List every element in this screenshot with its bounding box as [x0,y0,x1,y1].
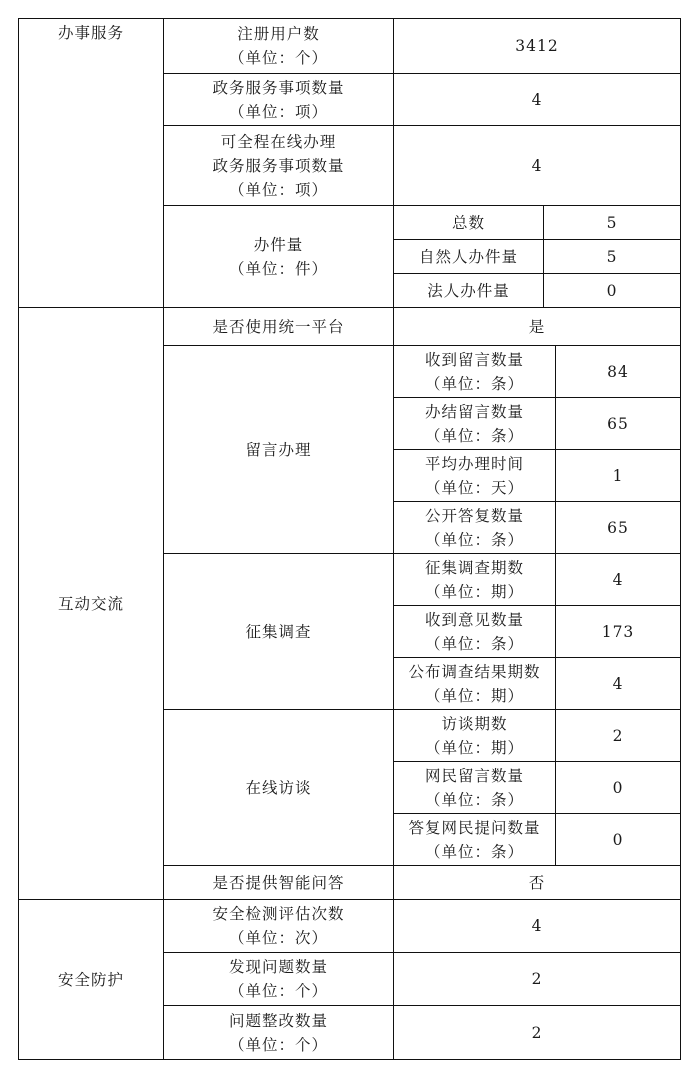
messages-row-label: 公开答复数量 （单位：条） [424,506,524,549]
section-label-interaction: 互动交流 [57,594,124,613]
security-row-value: 2 [531,970,543,988]
interview-group-label: 在线访谈 [245,778,312,797]
cases-label: 办件量 （单位：件） [228,235,328,278]
messages-row-label: 办结留言数量 （单位：条） [424,402,524,445]
section-label-service: 办事服务 [57,24,124,42]
messages-row-value: 1 [612,466,624,485]
grid-line [680,18,681,1060]
messages-row-value: 84 [607,362,629,381]
interview-row-label: 网民留言数量 （单位：条） [424,766,524,809]
messages-row-label: 收到留言数量 （单位：条） [424,350,524,393]
unified-platform-label: 是否使用统一平台 [212,317,345,336]
survey-row-label: 征集调查期数 （单位：期） [424,558,524,601]
interview-row-label: 访谈期数 （单位：期） [424,714,524,757]
unified-platform-value: 是 [528,317,546,336]
interview-row-label: 答复网民提问数量 （单位：条） [408,818,541,861]
service-items-label: 政务服务事项数量 （单位：项） [212,78,345,121]
interview-row-value: 0 [612,778,624,797]
cases-row-label: 总数 [451,213,485,232]
interview-row-value: 2 [612,726,624,745]
online-items-label: 可全程在线办理 政务服务事项数量 （单位：项） [212,132,345,199]
cases-row-value: 5 [606,247,618,266]
messages-group-label: 留言办理 [245,440,312,459]
survey-row-value: 173 [601,622,635,641]
messages-row-label: 平均办理时间 （单位：天） [424,454,524,497]
registered-users-value: 3412 [515,37,559,55]
cases-row-label: 自然人办件量 [418,247,518,266]
messages-row-value: 65 [607,414,629,433]
section-label-security: 安全防护 [57,970,124,989]
survey-row-label: 公布调查结果期数 （单位：期） [408,662,541,705]
interview-row-value: 0 [612,830,624,849]
smart-qa-label: 是否提供智能问答 [212,873,345,892]
security-row-label: 问题整改数量 （单位：个） [228,1011,328,1054]
cases-row-value: 0 [606,281,618,300]
online-items-value: 4 [531,156,543,175]
security-row-value: 2 [531,1023,543,1042]
survey-row-label: 收到意见数量 （单位：条） [424,610,524,653]
survey-row-value: 4 [612,570,624,589]
security-row-value: 4 [531,917,543,935]
security-row-label: 发现问题数量 （单位：个） [228,958,328,1000]
registered-users-label: 注册用户数 （单位：个） [228,25,328,67]
smart-qa-value: 否 [528,873,546,892]
messages-row-value: 65 [607,518,629,537]
survey-group-label: 征集调查 [245,622,312,641]
cases-row-label: 法人办件量 [427,281,510,300]
cases-row-value: 5 [606,213,618,232]
service-items-value: 4 [531,90,543,109]
security-row-label: 安全检测评估次数 （单位：次） [212,905,345,947]
grid-line [18,1059,681,1060]
survey-row-value: 4 [612,674,624,693]
